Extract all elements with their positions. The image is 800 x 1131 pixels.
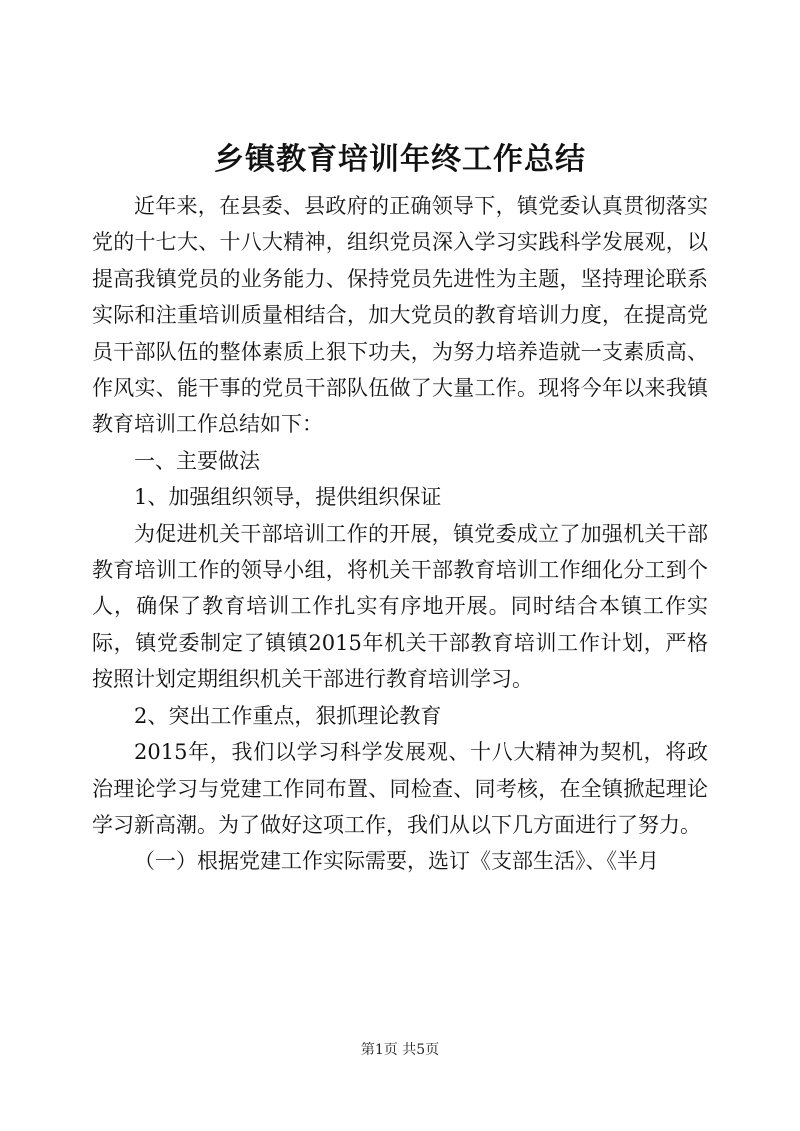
document-title: 乡镇教育培训年终工作总结 [214,142,586,177]
section-heading-main-practices: 一、主要做法 [134,448,260,473]
page-number-footer: 第1页 共5页 [360,1042,440,1058]
list-item-paragraph: （一）根据党建工作实际需要，选订《支部生活》、《半月 [134,849,659,874]
document-body [92,188,708,880]
subheading-organization-leadership: 1、加强组织领导，提供组织保证 [134,485,442,510]
intro-paragraph: 近年来，在县委、县政府的正确领导下，镇党委认真贯彻落实党的十七大、十八大精神，组织党员深入学习实践科学发展观，以提高我镇党员的业务能力、保持党员先进性为主题，坚持理论联系实际和注重培训质量相结合，加大党员的教育培训力度，在提高党员干部队伍的整体素质上狠下功夫，为努力培养造就一支素质高、作风实、能干事的党员干部队伍做了大量工作。现将今年以来我镇教育培训工作总结如下： [92,194,708,437]
theory-education-paragraph: 2015年，我们以学习科学发展观、十八大精神为契机，将政治理论学习与党建工作同布置、同检查、同考核，在全镇掀起理论学习新高潮。为了做好这项工作，我们从以下几方面进行了努力。 [92,740,708,837]
subheading-theory-education: 2、突出工作重点，狠抓理论教育 [134,703,442,728]
organization-paragraph: 为促进机关干部培训工作的开展，镇党委成立了加强机关干部教育培训工作的领导小组，将机关干部教育培训工作细化分工到个人，确保了教育培训工作扎实有序地开展。同时结合本镇工作实际，镇党委制定了镇镇2015年机关干部教育培训工作计划，严格按照计划定期组织机关干部进行教育培训学习。 [92,521,708,692]
